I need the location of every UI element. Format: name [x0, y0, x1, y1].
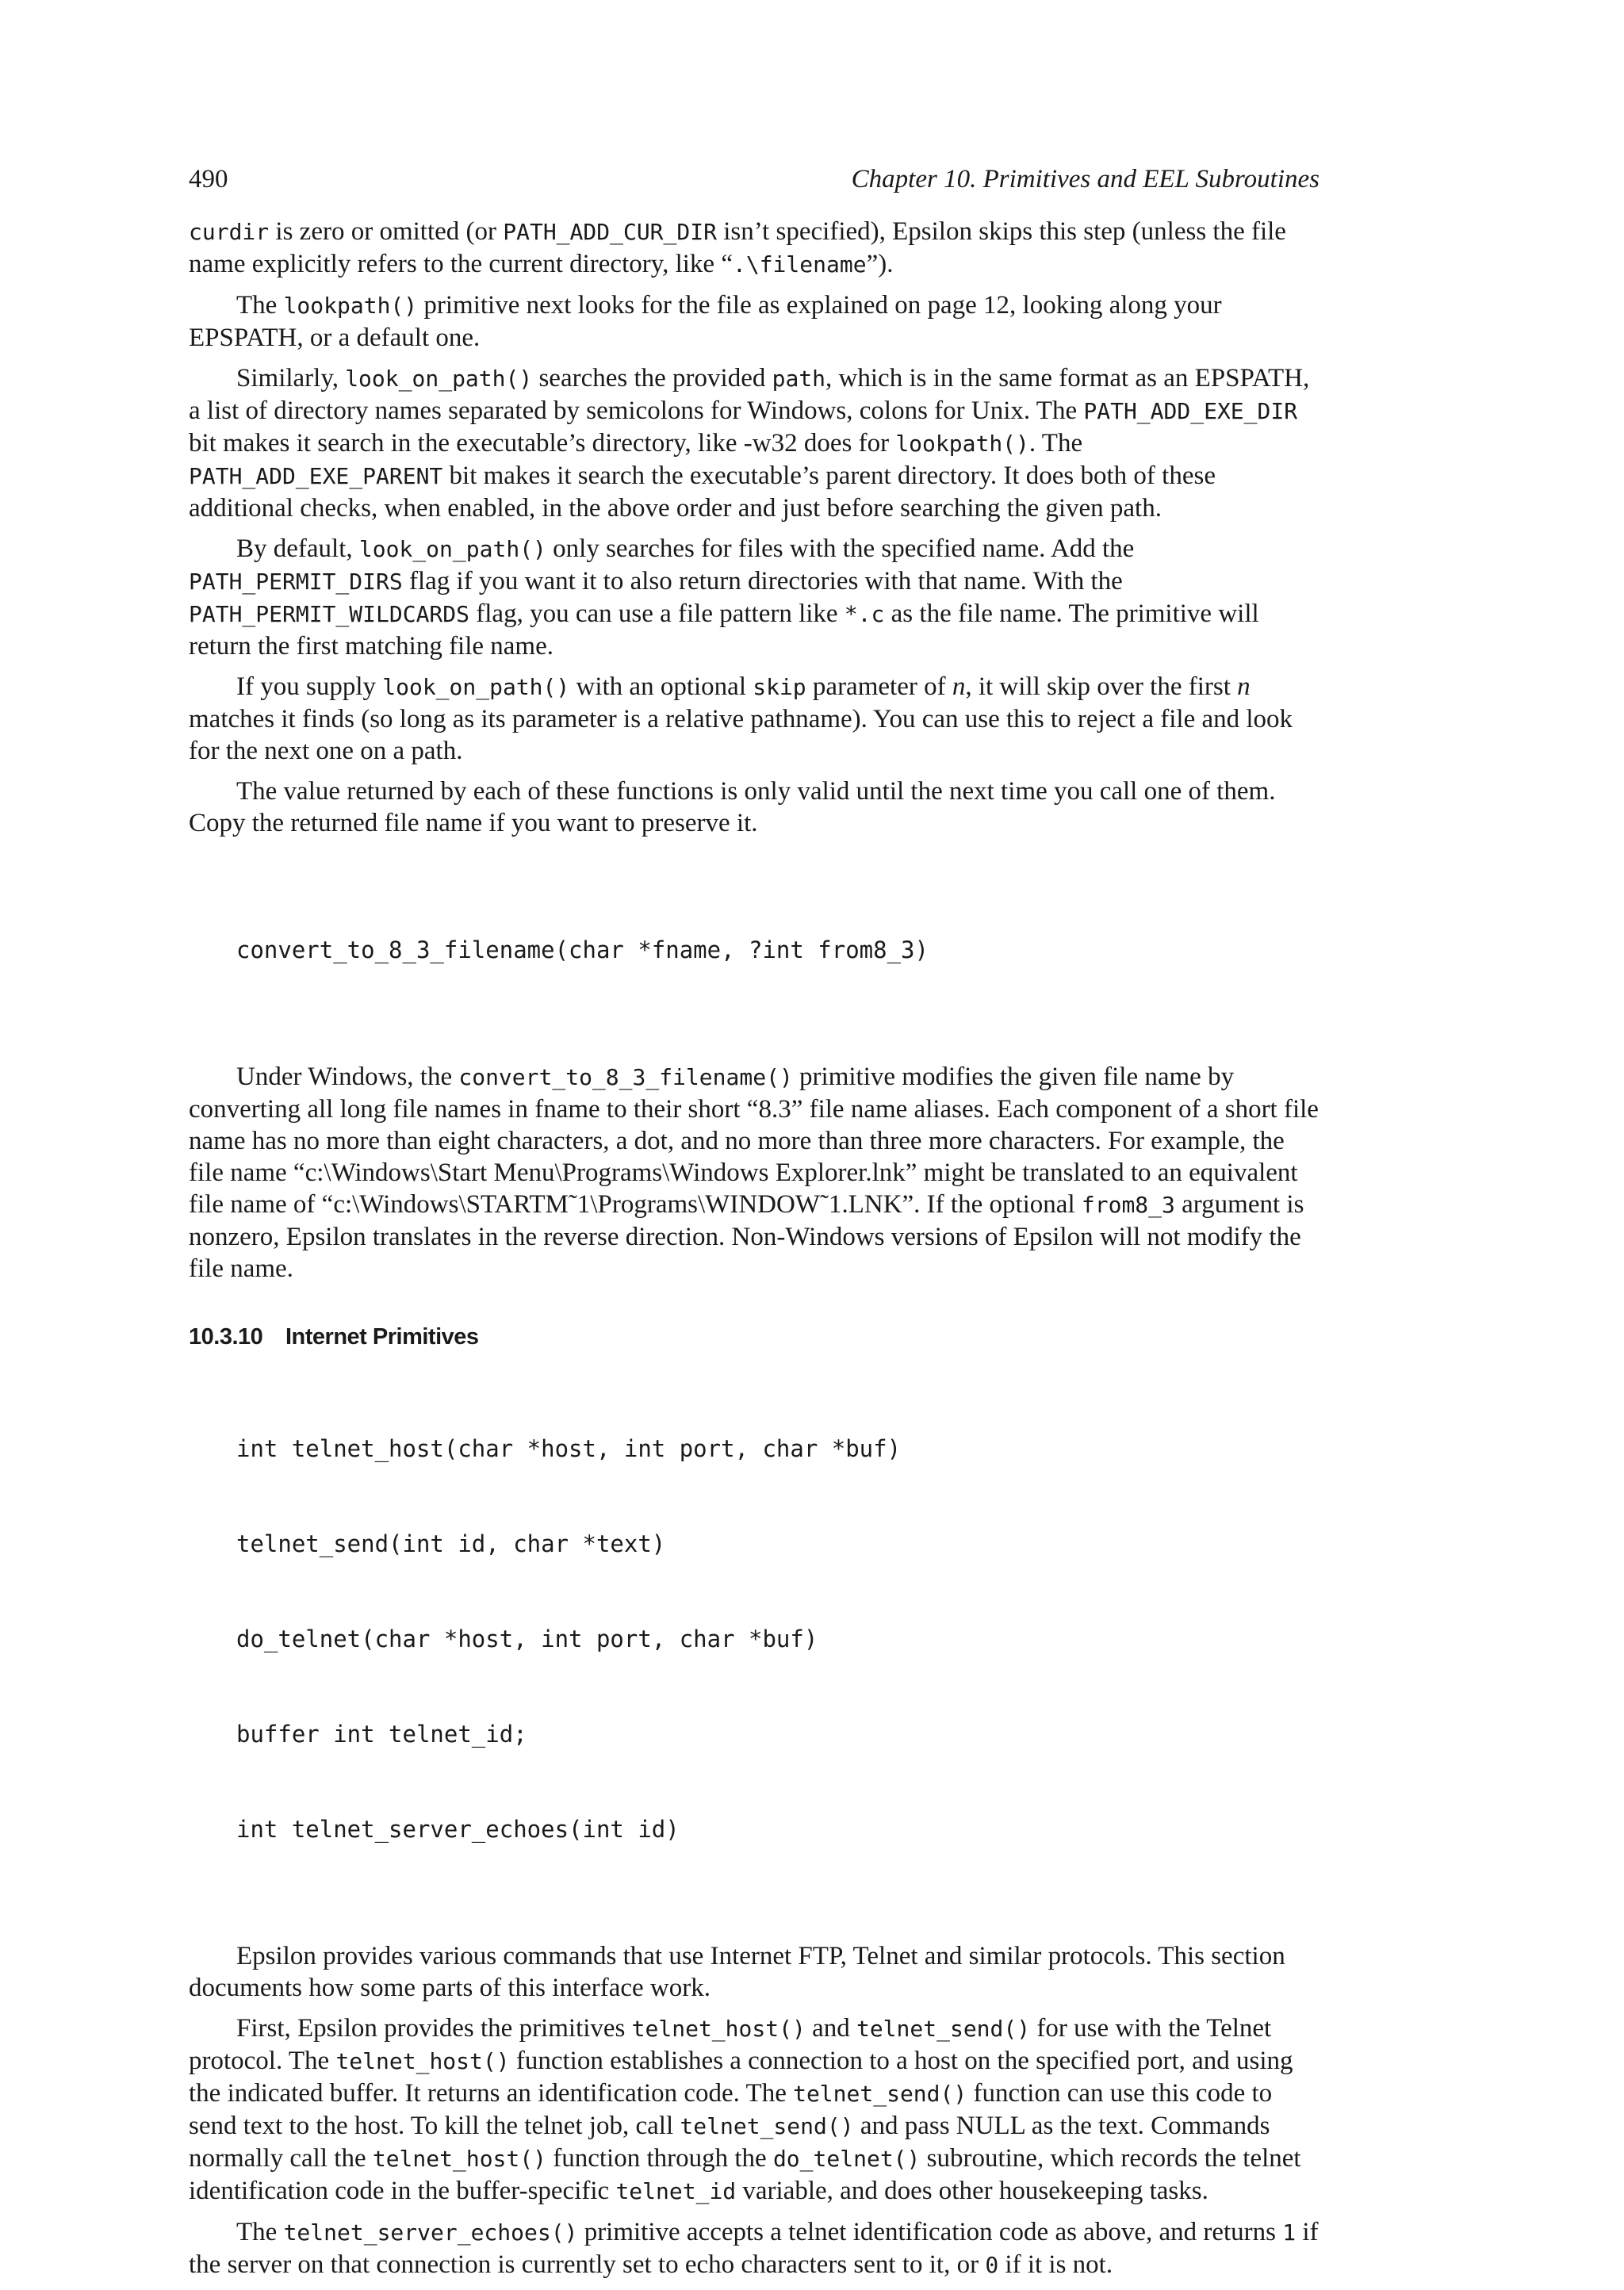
paragraph-telnet-primitives: First, Epsilon provides the primitives telnet_host() and telnet_send() for use with the Telnet protocol. The telnet_host() function establishes a connection to a host on the specified port, and using the indicated buffer. It returns an identification code. The telnet_send() function can use this code to send text to the host. To kill the telnet job, call telnet_send() and pass NULL as the text. Commands normally call the telnet_host() function through the do_telnet() subroutine, which records the telnet identification code in the buffer-specific telnet_id variable, and does other housekeeping tasks.	[189, 2014, 1301, 2205]
paragraph-return-value: The value returned by each of these functions is only valid until the next time you call one of them. Copy the returned file name if you want to preserve it.	[189, 777, 1276, 837]
running-header	[189, 162, 1320, 197]
paragraph-lookpath: The lookpath() primitive next looks for the file as explained on page 12, looking along your EPSPATH, or a default one.	[189, 291, 1222, 352]
page-number: 490	[189, 165, 228, 193]
code-block-convert	[236, 871, 1320, 1029]
code-line: telnet_send(int id, char *text)	[236, 1530, 666, 1557]
section-heading	[189, 1324, 1320, 1350]
code-line: do_telnet(char *host, int port, char *buf)	[236, 1626, 818, 1652]
paragraph-path-flags: By default, look_on_path() only searches for files with the specified name. Add the PATH_PERMIT_DIRS flag if you want it to also return directories with that name. With the PATH_PERMIT_WILDCARDS flag, you can use a file pattern like *.c as the file name. The primitive will return the first matching file name.	[189, 534, 1259, 661]
code-line: convert_to_8_3_filename(char *fname, ?int from8_3)	[236, 936, 929, 963]
code-line: int telnet_server_echoes(int id)	[236, 1816, 680, 1843]
section-title: Internet Primitives	[285, 1324, 479, 1350]
paragraph-convert-8-3: Under Windows, the convert_to_8_3_filename() primitive modifies the given file name by converting all long file names in fname to their short “8.3” file name aliases. Each component of a short file name has no more than eight characters, a dot, and no more than three more characters. For example, the file name “c:\Windows\Start Menu\Programs\Windows Explorer.lnk” might be translated to an equivalent file name of “c:\Windows\STARTM˜1\Programs\WINDOW˜1.LNK”. If the optional from8_3 argument is nonzero, Epsilon translates in the reverse direction. Non-Windows versions of Epsilon will not modify the file name.	[189, 1063, 1319, 1283]
paragraph-skip-parameter: If you supply look_on_path() with an optional skip parameter of n, it will skip over the first n matches it finds (so long as its parameter is a relative pathname). You can use this to reject a file and look for the next one on a path.	[189, 672, 1293, 765]
chapter-title: Chapter 10. Primitives and EEL Subroutines	[851, 165, 1320, 193]
paragraph-look-on-path: Similarly, look_on_path() searches the provided path, which is in the same format as an EPSPATH, a list of directory names separated by semicolons for Windows, colons for Unix. The PATH_ADD_EXE_DIR bit makes it search in the executable’s directory, like -w32 does for lookpath(). The PATH_ADD_EXE_PARENT bit makes it search the executable’s parent directory. It does both of these additional checks, when enabled, in the above order and just before searching the given path.	[189, 364, 1310, 523]
paragraph-internet-intro: Epsilon provides various commands that use Internet FTP, Telnet and similar protocols. This section documents how some parts of this interface work.	[189, 1942, 1285, 2002]
paragraph-server-echoes: The telnet_server_echoes() primitive accepts a telnet identification code as above, and returns 1 if the server on that connection is currently set to echo characters sent to it, or 0 if it is not.	[189, 2218, 1319, 2279]
code-block-telnet	[236, 1369, 1320, 1909]
paragraph-curdir: curdir is zero or omitted (or PATH_ADD_CUR_DIR isn’t specified), Epsilon skips this step (unless the file name explicitly refers to the current directory, like “.\filename”).	[189, 217, 1286, 278]
code-line: buffer int telnet_id;	[236, 1721, 527, 1748]
document-page	[189, 162, 1320, 2290]
section-number: 10.3.10	[189, 1324, 263, 1350]
code-line: int telnet_host(char *host, int port, char *buf)	[236, 1435, 902, 1462]
